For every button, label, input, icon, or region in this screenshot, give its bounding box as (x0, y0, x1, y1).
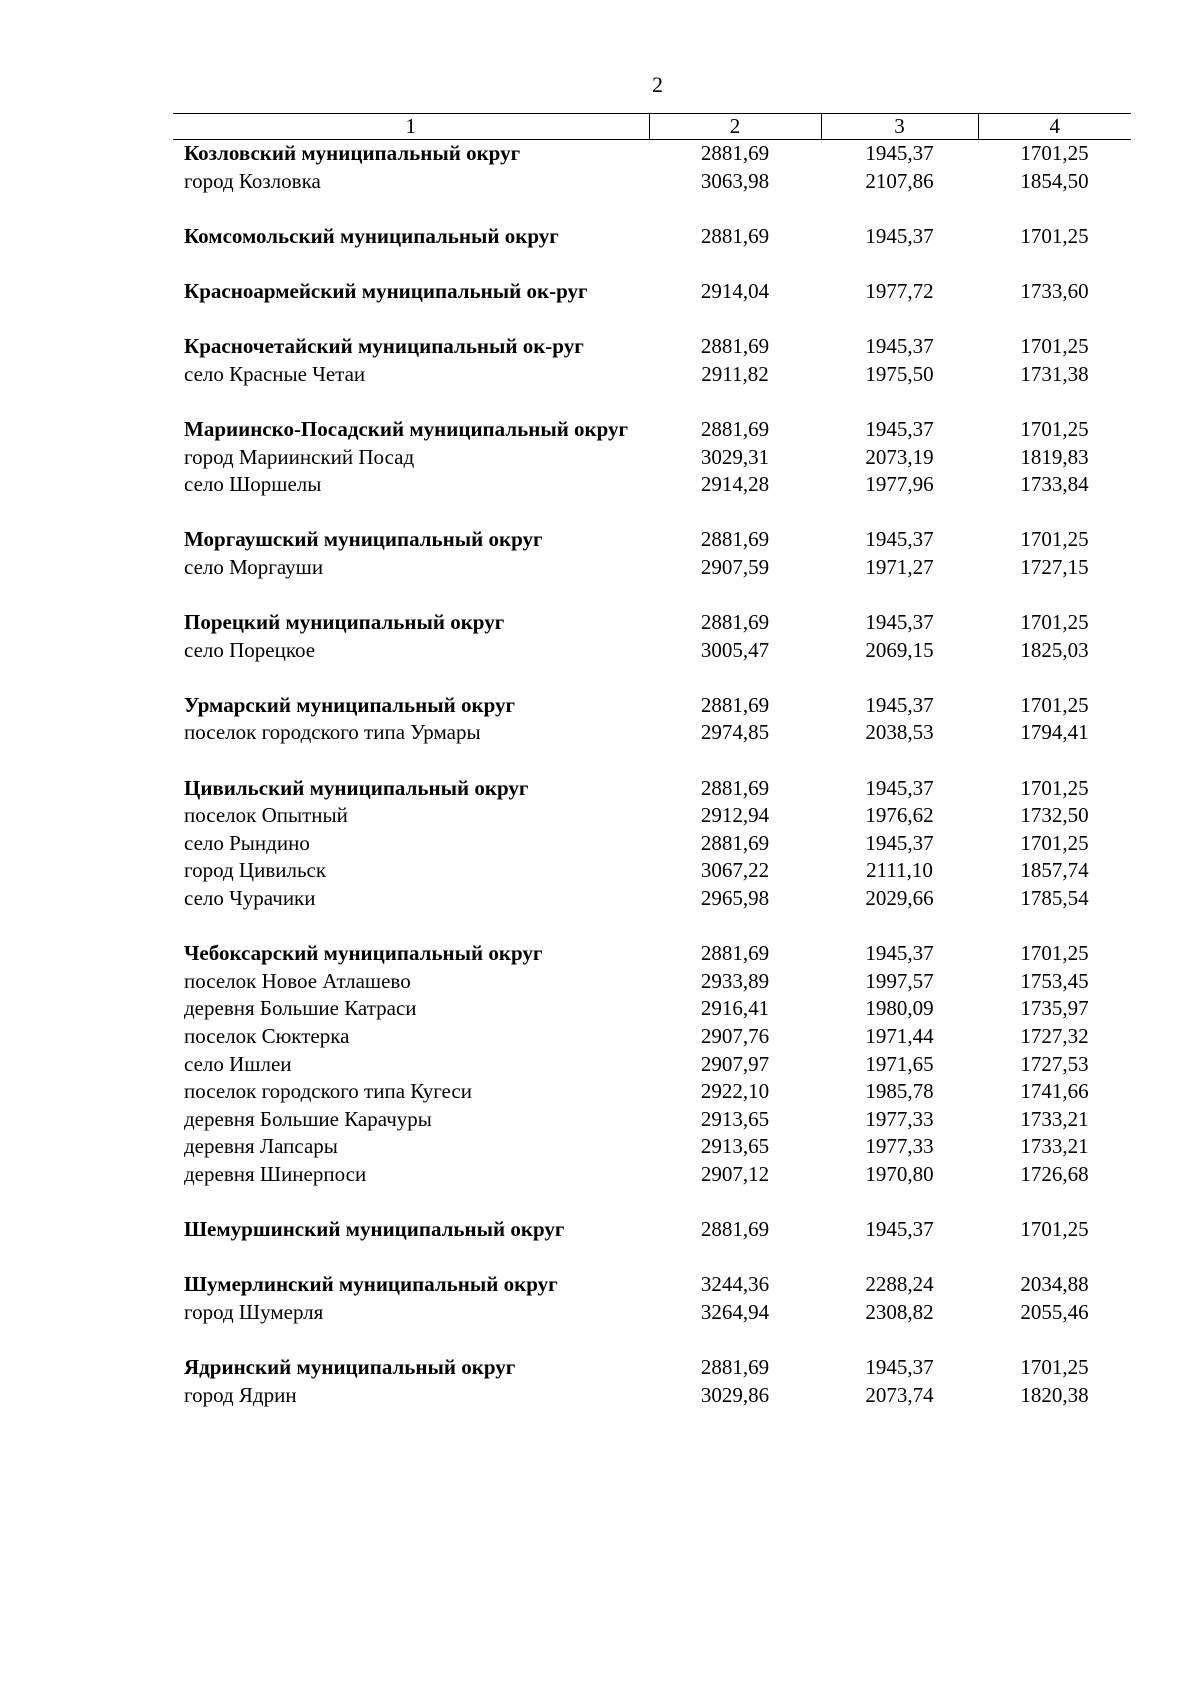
value-col-3: 1997,57 (865, 968, 934, 993)
district-name: Красночетайский муниципальный ок-руг (184, 334, 584, 359)
value-col-4: 1701,25 (1020, 527, 1089, 552)
district-name: Ядринский муниципальный округ (184, 1355, 516, 1380)
value-col-4: 1753,45 (1020, 968, 1089, 993)
settlement-row (173, 444, 1131, 472)
district-name: Цивильский муниципальный округ (184, 775, 529, 800)
value-col-4: 1701,25 (1020, 610, 1089, 635)
value-col-3: 1945,37 (865, 610, 934, 635)
spacer-row (173, 388, 1131, 416)
district-row (173, 1271, 1131, 1299)
value-col-4: 1731,38 (1020, 361, 1089, 386)
place-name: деревня Лапсары (184, 1134, 338, 1159)
value-col-4: 1733,21 (1020, 1106, 1089, 1131)
value-col-4: 2034,88 (1020, 1272, 1089, 1297)
spacer-cell (978, 747, 1131, 775)
value-col-3: 1971,27 (865, 554, 934, 579)
value-col-2: 2881,69 (700, 416, 770, 441)
settlement-row (173, 830, 1131, 858)
value-col-2: 2881,69 (700, 692, 770, 717)
place-name: город Козловка (184, 168, 321, 193)
value-col-2: 3244,36 (700, 1272, 770, 1297)
settlement-row (173, 885, 1131, 913)
value-col-2: 2881,69 (700, 775, 770, 800)
place-name: село Чурачики (184, 886, 316, 911)
spacer-cell (978, 1327, 1131, 1355)
spacer-cell (649, 499, 821, 527)
tariff-table (173, 113, 1131, 1409)
value-col-4: 1727,53 (1020, 1051, 1089, 1076)
value-col-3: 2069,15 (865, 637, 934, 662)
value-col-2: 2881,69 (700, 610, 770, 635)
value-col-2: 2907,12 (700, 1161, 770, 1186)
spacer-cell (173, 747, 649, 775)
spacer-cell (821, 388, 978, 416)
value-col-2: 2933,89 (700, 968, 770, 993)
spacer-cell (173, 499, 649, 527)
district-name: Красноармейский муниципальный ок-руг (184, 278, 588, 303)
spacer-cell (173, 195, 649, 223)
value-col-2: 2881,69 (700, 223, 770, 248)
spacer-cell (821, 499, 978, 527)
value-col-3: 1945,37 (865, 1355, 934, 1380)
value-col-3: 1971,65 (865, 1051, 934, 1076)
value-col-4: 1741,66 (1020, 1079, 1089, 1104)
value-col-3: 2029,66 (865, 886, 934, 911)
spacer-cell (173, 582, 649, 610)
spacer-cell (649, 747, 821, 775)
district-row (173, 333, 1131, 361)
value-col-3: 1945,37 (865, 775, 934, 800)
spacer-cell (978, 306, 1131, 334)
value-col-2: 2881,69 (700, 527, 770, 552)
value-col-2: 2881,69 (700, 830, 770, 855)
value-col-2: 2916,41 (700, 996, 770, 1021)
spacer-cell (821, 195, 978, 223)
value-col-4: 1701,25 (1020, 141, 1089, 165)
value-col-3: 2073,74 (865, 1382, 934, 1407)
settlement-row (173, 857, 1131, 885)
spacer-cell (649, 913, 821, 941)
value-col-4: 1733,84 (1020, 472, 1089, 497)
value-col-2: 2881,69 (700, 141, 770, 165)
value-col-3: 2288,24 (865, 1272, 934, 1297)
value-col-4: 1701,25 (1020, 223, 1089, 248)
value-col-4: 2055,46 (1020, 1299, 1089, 1324)
value-col-3: 2111,10 (866, 858, 933, 883)
spacer-cell (649, 250, 821, 278)
spacer-cell (649, 1327, 821, 1355)
spacer-cell (649, 306, 821, 334)
place-name: село Рындино (184, 830, 310, 855)
spacer-row (173, 1327, 1131, 1355)
district-row (173, 140, 1131, 168)
value-col-2: 3005,47 (700, 637, 770, 662)
value-col-4: 1854,50 (1020, 168, 1089, 193)
spacer-row (173, 747, 1131, 775)
spacer-cell (978, 664, 1131, 692)
spacer-cell (978, 250, 1131, 278)
settlement-row (173, 361, 1131, 389)
spacer-row (173, 913, 1131, 941)
value-col-3: 1945,37 (865, 692, 934, 717)
value-col-4: 1794,41 (1020, 720, 1089, 745)
value-col-3: 1975,50 (865, 361, 934, 386)
value-col-4: 1727,15 (1020, 554, 1089, 579)
spacer-cell (649, 664, 821, 692)
value-col-4: 1727,32 (1020, 1024, 1089, 1048)
spacer-cell (821, 664, 978, 692)
spacer-row (173, 664, 1131, 692)
value-col-4: 1726,68 (1020, 1161, 1089, 1186)
spacer-cell (649, 1244, 821, 1272)
place-name: село Красные Четаи (184, 361, 366, 386)
district-name: Мариинско-Посадский муниципальный округ (184, 416, 629, 441)
spacer-cell (821, 747, 978, 775)
settlement-row (173, 1133, 1131, 1161)
spacer-cell (173, 1189, 649, 1217)
spacer-row (173, 1189, 1131, 1217)
value-col-3: 1945,37 (865, 830, 934, 855)
spacer-cell (978, 1244, 1131, 1272)
value-col-4: 1819,83 (1020, 444, 1089, 469)
value-col-2: 3063,98 (700, 168, 770, 193)
place-name: поселок Опытный (184, 803, 348, 828)
value-col-4: 1735,97 (1020, 996, 1089, 1021)
spacer-cell (173, 664, 649, 692)
value-col-2: 2974,85 (700, 720, 770, 745)
place-name: поселок Новое Атлашево (184, 968, 411, 993)
value-col-4: 1825,03 (1020, 637, 1089, 662)
spacer-cell (173, 388, 649, 416)
value-col-3: 2073,19 (865, 444, 934, 469)
spacer-cell (173, 1327, 649, 1355)
spacer-cell (649, 195, 821, 223)
value-col-2: 2922,10 (700, 1079, 770, 1104)
value-col-4: 1701,25 (1020, 775, 1089, 800)
table-header-row (173, 114, 1131, 140)
settlement-row (173, 1106, 1131, 1134)
district-row (173, 940, 1131, 968)
value-col-3: 1945,37 (865, 941, 934, 966)
district-row (173, 775, 1131, 803)
spacer-row (173, 195, 1131, 223)
value-col-3: 1985,78 (865, 1079, 934, 1104)
spacer-cell (649, 1189, 821, 1217)
spacer-cell (173, 250, 649, 278)
spacer-cell (821, 913, 978, 941)
spacer-cell (173, 1244, 649, 1272)
value-col-3: 1977,33 (865, 1134, 934, 1159)
place-name: город Ядрин (184, 1382, 297, 1407)
value-col-4: 1701,25 (1020, 1217, 1089, 1242)
table-body (173, 140, 1131, 1410)
value-col-3: 2107,86 (865, 168, 934, 193)
value-col-4: 1733,60 (1020, 278, 1089, 303)
place-name: село Порецкое (184, 637, 316, 662)
value-col-2: 2881,69 (700, 334, 770, 359)
value-col-2: 2912,94 (700, 803, 770, 828)
district-row (173, 1354, 1131, 1382)
value-col-3: 1977,96 (865, 472, 934, 497)
place-name: поселок Сюктерка (184, 1024, 350, 1048)
value-col-3: 1970,80 (865, 1161, 934, 1186)
spacer-row (173, 499, 1131, 527)
value-col-2: 2911,82 (701, 361, 769, 386)
value-col-4: 1701,25 (1020, 830, 1089, 855)
value-col-4: 1857,74 (1020, 858, 1089, 883)
district-row (173, 278, 1131, 306)
value-col-3: 1980,09 (865, 996, 934, 1021)
value-col-4: 1701,25 (1020, 334, 1089, 359)
settlement-row (173, 968, 1131, 996)
settlement-row (173, 1161, 1131, 1189)
value-col-2: 3029,31 (700, 444, 770, 469)
spacer-cell (978, 582, 1131, 610)
value-col-2: 3029,86 (700, 1382, 770, 1407)
value-col-2: 2907,76 (700, 1024, 770, 1048)
value-col-2: 2965,98 (700, 886, 770, 911)
column-header-1: 1 (173, 114, 649, 140)
district-row (173, 526, 1131, 554)
value-col-4: 1701,25 (1020, 416, 1089, 441)
column-header-2: 2 (649, 114, 821, 140)
value-col-2: 2907,59 (700, 554, 770, 579)
value-col-3: 1976,62 (865, 803, 934, 828)
value-col-2: 2914,28 (700, 472, 770, 497)
district-name: Урмарский муниципальный округ (184, 692, 516, 717)
settlement-row (173, 719, 1131, 747)
district-name: Шемуршинский муниципальный округ (184, 1217, 565, 1242)
value-col-2: 3264,94 (700, 1299, 770, 1324)
spacer-cell (821, 582, 978, 610)
spacer-cell (821, 1244, 978, 1272)
spacer-cell (649, 582, 821, 610)
district-name: Козловский муниципальный округ (184, 141, 521, 165)
value-col-4: 1701,25 (1020, 941, 1089, 966)
value-col-2: 3067,22 (700, 858, 770, 883)
spacer-row (173, 1244, 1131, 1272)
value-col-4: 1785,54 (1020, 886, 1089, 911)
spacer-cell (173, 306, 649, 334)
settlement-row (173, 471, 1131, 499)
district-row (173, 609, 1131, 637)
district-row (173, 692, 1131, 720)
value-col-3: 2308,82 (865, 1299, 934, 1324)
settlement-row (173, 1051, 1131, 1079)
spacer-cell (649, 388, 821, 416)
value-col-2: 2913,65 (700, 1106, 770, 1131)
spacer-cell (978, 388, 1131, 416)
value-col-3: 1945,37 (865, 416, 934, 441)
spacer-row (173, 250, 1131, 278)
spacer-cell (821, 306, 978, 334)
value-col-4: 1820,38 (1020, 1382, 1089, 1407)
value-col-3: 1977,72 (865, 278, 934, 303)
value-col-3: 1945,37 (865, 334, 934, 359)
place-name: деревня Большие Карачуры (184, 1106, 432, 1131)
value-col-3: 1971,44 (865, 1024, 934, 1048)
district-name: Порецкий муниципальный округ (184, 610, 505, 635)
place-name: деревня Большие Катраси (184, 996, 417, 1021)
spacer-row (173, 582, 1131, 610)
page-number: 2 (652, 72, 663, 97)
value-col-4: 1732,50 (1020, 803, 1089, 828)
spacer-cell (173, 913, 649, 941)
value-col-2: 2913,65 (700, 1134, 770, 1159)
settlement-row (173, 168, 1131, 196)
settlement-row (173, 1382, 1131, 1410)
value-col-2: 2881,69 (700, 941, 770, 966)
place-name: село Моргауши (184, 554, 324, 579)
settlement-row (173, 995, 1131, 1023)
district-row (173, 223, 1131, 251)
spacer-cell (978, 913, 1131, 941)
spacer-cell (978, 1189, 1131, 1217)
spacer-cell (821, 1189, 978, 1217)
value-col-2: 2881,69 (700, 1355, 770, 1380)
place-name: село Шоршелы (184, 472, 322, 497)
value-col-3: 2038,53 (865, 720, 934, 745)
district-name: Чебоксарский муниципальный округ (184, 941, 543, 966)
value-col-3: 1945,37 (865, 1217, 934, 1242)
settlement-row (173, 1299, 1131, 1327)
value-col-2: 2914,04 (700, 278, 770, 303)
value-col-3: 1977,33 (865, 1106, 934, 1131)
spacer-cell (821, 250, 978, 278)
value-col-4: 1701,25 (1020, 692, 1089, 717)
value-col-4: 1733,21 (1020, 1134, 1089, 1159)
district-name: Шумерлинский муниципальный округ (184, 1272, 558, 1297)
settlement-row (173, 802, 1131, 830)
place-name: город Цивильск (184, 858, 327, 883)
value-col-2: 2907,97 (700, 1051, 770, 1076)
spacer-row (173, 306, 1131, 334)
place-name: город Мариинский Посад (184, 444, 415, 469)
settlement-row (173, 554, 1131, 582)
value-col-4: 1701,25 (1020, 1355, 1089, 1380)
value-col-3: 1945,37 (865, 527, 934, 552)
spacer-cell (821, 1327, 978, 1355)
district-name: Комсомольский муниципальный округ (184, 223, 559, 248)
place-name: село Ишлеи (184, 1051, 292, 1076)
place-name: город Шумерля (184, 1299, 324, 1324)
settlement-row (173, 1078, 1131, 1106)
district-row (173, 1216, 1131, 1244)
place-name: деревня Шинерпоси (184, 1161, 367, 1186)
place-name: поселок городского типа Урмары (184, 720, 481, 745)
value-col-2: 2881,69 (700, 1217, 770, 1242)
column-header-3: 3 (821, 114, 978, 140)
place-name: поселок городского типа Кугеси (184, 1079, 472, 1104)
column-header-4: 4 (978, 114, 1131, 140)
settlement-row (173, 1023, 1131, 1051)
district-name: Моргаушский муниципальный округ (184, 527, 543, 552)
settlement-row (173, 637, 1131, 665)
value-col-3: 1945,37 (865, 141, 934, 165)
district-row (173, 416, 1131, 444)
spacer-cell (978, 195, 1131, 223)
spacer-cell (978, 499, 1131, 527)
value-col-3: 1945,37 (865, 223, 934, 248)
